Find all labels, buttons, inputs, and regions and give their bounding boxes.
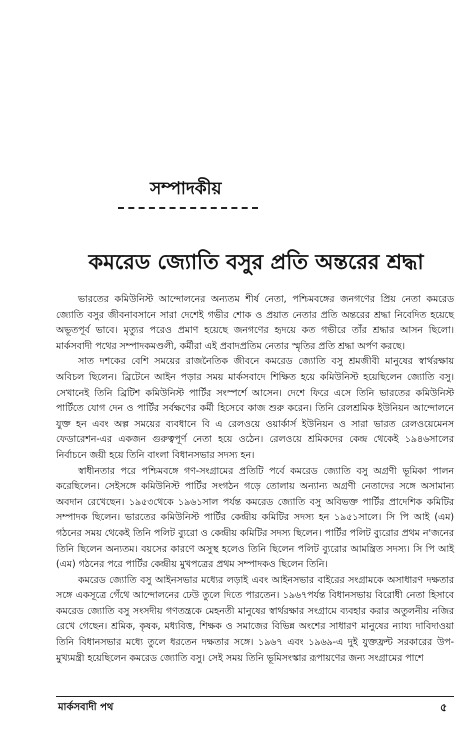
page-number: ৫ [440, 701, 448, 714]
paragraph-2: সাত দশকের বেশি সময়ের রাজনৈতিক জীবনে কমরেড জ্যোতি বসু শ্রমজীবী মানুষের স্বার্থরক্ষায় অবিচল ছিলেন। ব্রিটেনে আইন পড়ার সময় মার্কসবাদে শিক্ষিত হয়ে কমিউনিস্ট হয়েছিলেন জ্যোতি বসু। সেখানেই তিনি ব্রিটিশ কমিউনিস্ট পার্টির সংস্পর্শে আসেন। দেশে ফিরে এসে তিনি ভারতের কমিউনিস্ট পার্টিতে যোগ দেন ও পার্টির সর্বক্ষণের কর্মী হিসেবে কাজ শুরু করেন। তিনি রেলশ্রমিক ইউনিয়ন আন্দোলনে যুক্ত হন এবং অল্প সময়ের ব্যবধানে বি এ রেলওয়ে ওয়ার্কার্স ইউনিয়ন ও সারা ভারত রেলওয়েমেনস ফেডারেশন-এর একজন গুরুত্বপূর্ণ নেতা হয়ে ওঠেন। রেলওয়ে শ্রমিকদের কেন্দ্র থেকেই ১৯৪৬সালের নির্বাচনে জয়ী হয়ে তিনি বাংলা বিধানসভার সদস্য হন। [56, 356, 454, 461]
dashed-divider [118, 207, 258, 209]
article-title: কমরেড জ্যোতি বসুর প্রতি অন্তরের শ্রদ্ধা [88, 250, 424, 274]
section-heading: সম্পাদকীয় [150, 179, 222, 199]
paragraph-4: কমরেড জ্যোতি বসু আইনসভার মধ্যের লড়াই এবং আইনসভার বাইরের সংগ্রামকে অসাধারণ দক্ষতার সঙ্গে একসূত্রে গেঁথে আন্দোলনের ঢেউ তুলে দিতে পারতেন। ১৯৬৭পর্যন্ত বিধানসভায় বিরোধী নেতা হিসাবে কমরেড জ্যোতি বসু সংসদীয় গণতন্ত্রকে মেহনতী মানুষের স্বার্থরক্ষার সংগ্রামে ব্যবহার করার অতুলনীয় নজির রেখে গেছেন। শ্রমিক, কৃষক, মধ্যবিত্ত, শিক্ষক ও সমাজের বিভিন্ন অংশের সাধারণ মানুষের ন্যায্য দাবিদাওয়া তিনি বিধানসভার মধ্যে তুলে ধরতেন দক্ষতার সঙ্গে। ১৯৬৭ এবং ১৯৬৯-এ দুই যুক্তফ্রন্ট সরকারের উপ-মুখ্যমন্ত্রী হয়েছিলেন কমরেড জ্যোতি বসু। সেই সময় তিনি ভূমিসংস্কার রূপায়ণের জন্য সংগ্রামের পাশে [56, 574, 454, 664]
paragraph-3: স্বাধীনতার পরে পশ্চিমবঙ্গে গণ-সংগ্রামের প্রতিটি পর্বে কমরেড জ্যোতি বসু অগ্রণী ভূমিকা পালন করেছিলেন। সেইসঙ্গে কমিউনিস্ট পার্টির সংগঠন গড়ে তোলায় অন্যান্য অগ্রণী নেতাদের সঙ্গে অসামান্য অবদান রেখেছেন। ১৯৫৩থেকে ১৯৬১সাল পর্যন্ত কমরেড জ্যোতি বসু অবিভক্ত পার্টির প্রাদেশিক কমিটির সম্পাদক ছিলেন। ভারতের কমিউনিস্ট পার্টির কেন্দ্রীয় কমিটির সদস্য হন ১৯৫১সালে। সি পি আই (এম) গঠনের সময় থেকেই তিনি পলিট ব্যুরো ও কেন্দ্রীয় কমিটির সদস্য ছিলেন। পার্টির পলিট ব্যুরোর প্রথম ন'জনের তিনি ছিলেন অন্যতম। বয়সের কারণে অসুস্থ হলেও তিনি ছিলেন পলিট ব্যুরোর আমন্ত্রিত সদস্য। সি পি আই (এম) গঠনের পরে পার্টির কেন্দ্রীয় মুখপত্রের প্রথম সম্পাদকও ছিলেন তিনি। [56, 465, 454, 571]
journal-name: মার্কসবাদী পথ [58, 702, 114, 713]
footer-divider [56, 696, 454, 697]
paragraph-1: ভারতের কমিউনিস্ট আন্দোলনের অন্যতম শীর্ষ নেতা, পশ্চিমবঙ্গের জনগণের প্রিয় নেতা কমরেড জ্যোতি বসুর জীবনাবসানে সারা দেশেই গভীর শোক ও প্রয়াত নেতার প্রতি অন্তরের শ্রদ্ধা নিবেদিত হয়েছে অভূতপূর্ব ভাবে। মৃত্যুর পরেও প্রমাণ হয়েছে জনগণের হৃদয়ে কত গভীরে তাঁর শ্রদ্ধার আসন ছিলো। মার্কসবাদী পথের সম্পাদকমণ্ডলী, কর্মীরা এই প্রবাদপ্রতিম নেতার স্মৃতির প্রতি শ্রদ্ধা অর্পণ করছে। [56, 294, 454, 352]
article-body [56, 292, 454, 666]
